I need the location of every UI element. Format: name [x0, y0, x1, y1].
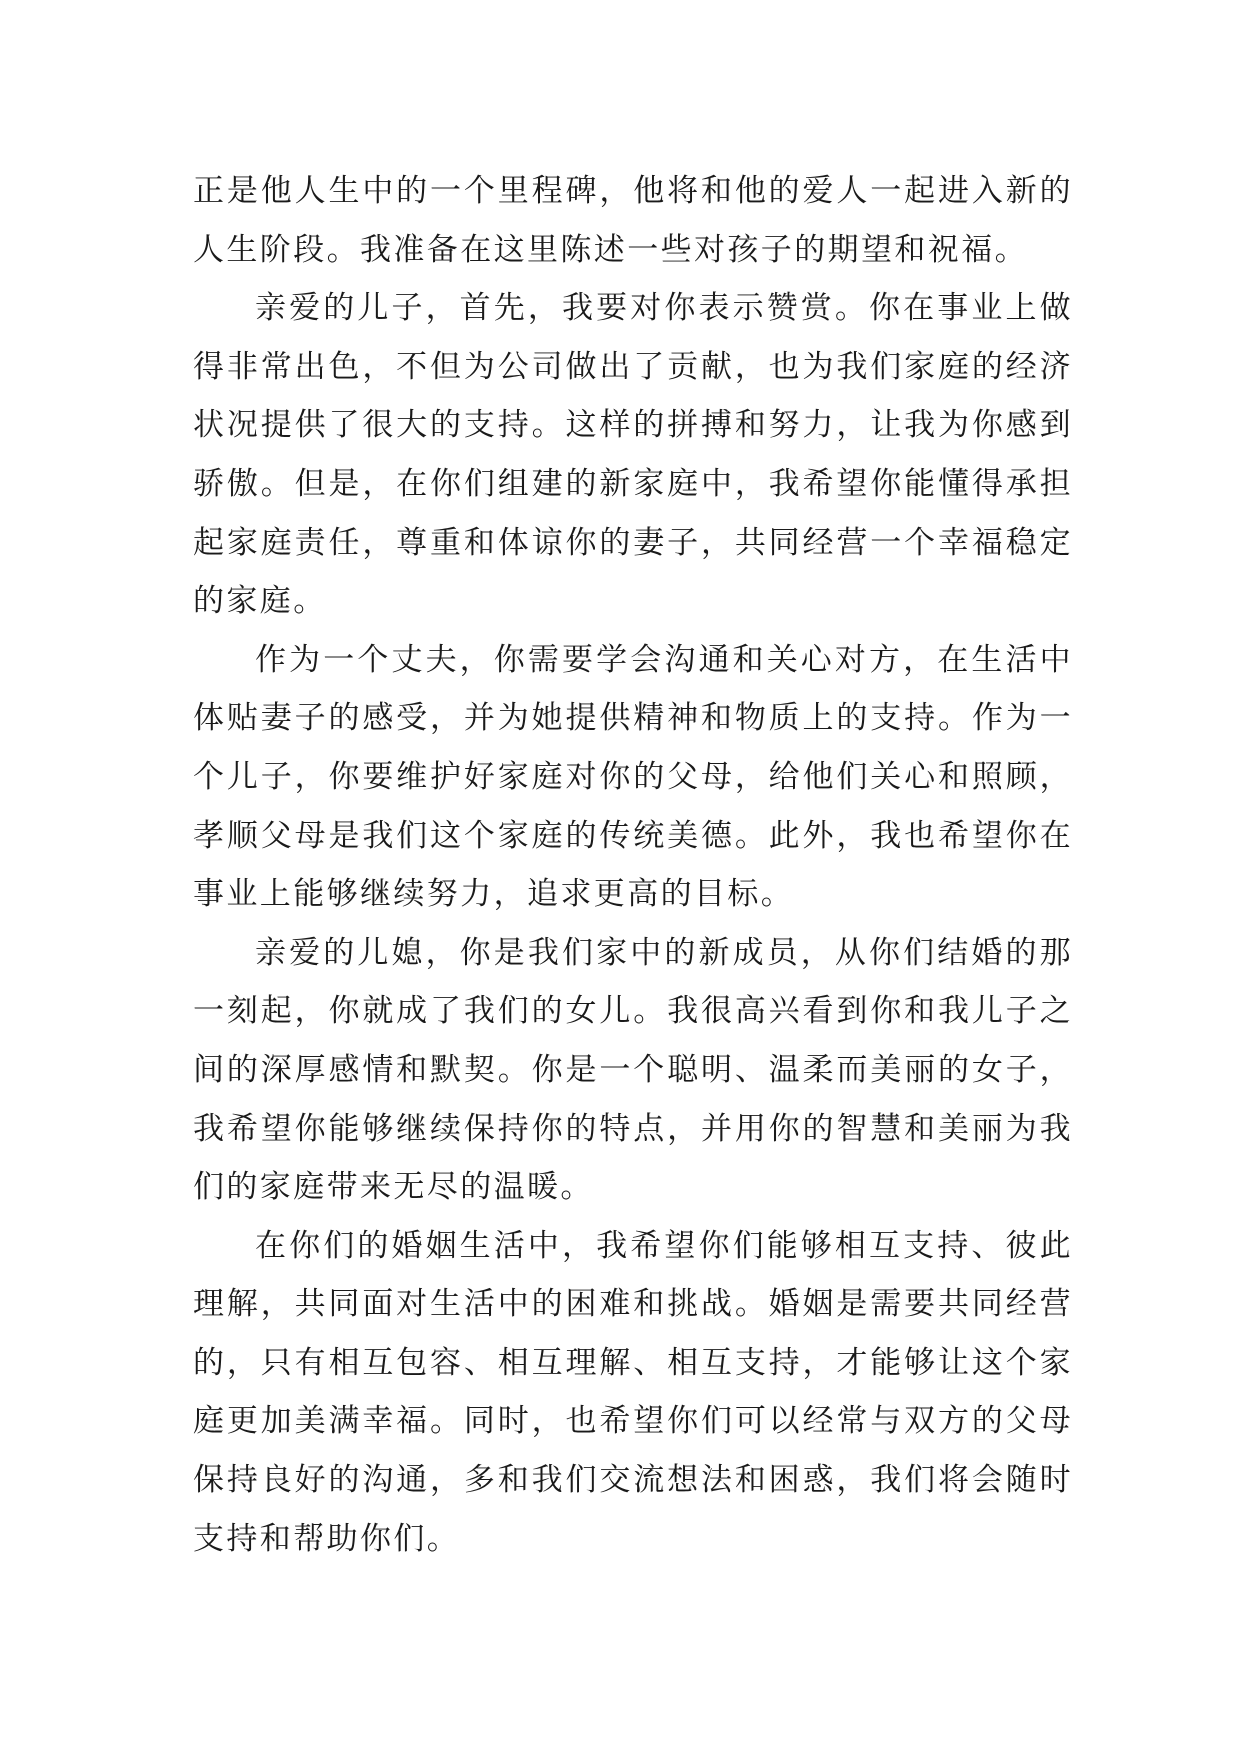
paragraph-continuation: 正是他人生中的一个里程碑，他将和他的爱人一起进入新的人生阶段。我准备在这里陈述一些对孩子的期望和祝福。	[193, 173, 1073, 268]
body-text	[193, 162, 1073, 1568]
paragraph-husband-duties: 作为一个丈夫，你需要学会沟通和关心对方，在生活中体贴妻子的感受，并为她提供精神和物质上的支持。作为一个儿子，你要维护好家庭对你的父母，给他们关心和照顾，孝顺父母是我们这个家庭的传统美德。此外，我也希望你在事业上能够继续努力，追求更高的目标。	[193, 641, 1073, 913]
paragraph-son-praise: 亲爱的儿子，首先，我要对你表示赞赏。你在事业上做得非常出色，不但为公司做出了贡献，也为我们家庭的经济状况提供了很大的支持。这样的拼搏和努力，让我为你感到骄傲。但是，在你们组建的新家庭中，我希望你能懂得承担起家庭责任，尊重和体谅你的妻子，共同经营一个幸福稳定的家庭。	[193, 290, 1073, 620]
paragraph-daughter-in-law: 亲爱的儿媳，你是我们家中的新成员，从你们结婚的那一刻起，你就成了我们的女儿。我很高兴看到你和我儿子之间的深厚感情和默契。你是一个聪明、温柔而美丽的女子，我希望你能够继续保持你的特点，并用你的智慧和美丽为我们的家庭带来无尽的温暖。	[193, 934, 1073, 1206]
paragraph-marriage-life: 在你们的婚姻生活中，我希望你们能够相互支持、彼此理解，共同面对生活中的困难和挑战。婚姻是需要共同经营的，只有相互包容、相互理解、相互支持，才能够让这个家庭更加美满幸福。同时，也希望你们可以经常与双方的父母保持良好的沟通，多和我们交流想法和困惑，我们将会随时支持和帮助你们。	[193, 1227, 1073, 1557]
